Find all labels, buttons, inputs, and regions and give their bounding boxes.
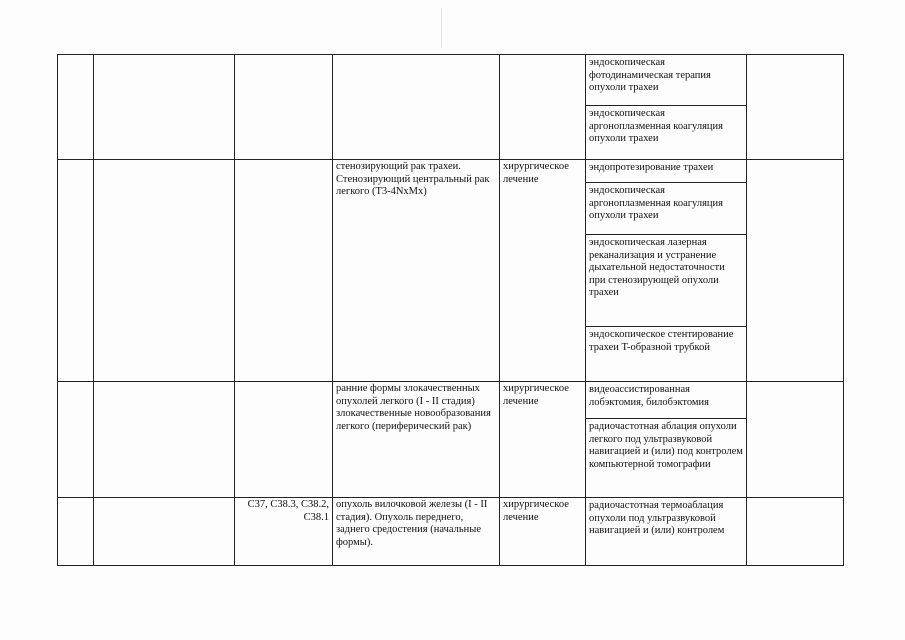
cost-cell [747,382,844,498]
icd-codes-cell [235,55,333,160]
icd-codes-cell: C37, C38.3, C38.2, C38.1 [235,498,333,566]
method-item: эндопротезирование трахеи [586,160,746,183]
diagnosis-cell [333,55,500,160]
table-row [58,382,844,498]
treatment-type-cell: хирургическое лечение [500,498,586,566]
treatment-table [57,54,844,566]
method-cell [586,498,747,566]
row-number-cell [58,55,94,160]
method-cell [586,160,747,382]
care-type-cell [94,382,235,498]
cost-cell [747,160,844,382]
diagnosis-cell: стенозирующий рак трахеи. Стенозирующий центральный рак легкого (T3-4NxMx) [333,160,500,382]
method-item: эндоскопическая аргоноплазменная коагуляция опухоли трахеи [586,183,746,235]
row-number-cell [58,382,94,498]
method-item: видеоассистированная лобэктомия, билобэктомия [586,382,746,419]
page-fold-mark [441,8,442,48]
method-item: радиочастотная термоаблация опухоли под ультразвуковой навигацией и (или) контролем [589,500,725,536]
diagnosis-cell: опухоль вилочковой железы (I - II стадия). Опухоль переднего, заднего средостения (начальные формы). [333,498,500,566]
method-item: эндоскопическая лазерная реканализация и устранение дыхательной недостаточности при стенозирующей опухоли трахеи [586,235,746,327]
icd-codes-cell [235,382,333,498]
treatment-type-cell: хирургическое лечение [500,160,586,382]
row-number-cell [58,498,94,566]
table-row [58,55,844,160]
icd-codes-cell [235,160,333,382]
method-item: эндоскопическое стентирование трахеи T-образной трубкой [589,329,734,353]
cost-cell [747,498,844,566]
treatment-type-cell: хирургическое лечение [500,382,586,498]
table-row [58,160,844,382]
method-cell [586,55,747,160]
method-cell [586,382,747,498]
care-type-cell [94,498,235,566]
row-number-cell [58,160,94,382]
cost-cell [747,55,844,160]
care-type-cell [94,55,235,160]
care-type-cell [94,160,235,382]
table-row [58,498,844,566]
method-item: радиочастотная аблация опухоли легкого под ультразвуковой навигацией и (или) под контролем компьютерной томографии [589,421,743,470]
method-item: эндоскопическая аргоноплазменная коагуляция опухоли трахеи [589,108,723,144]
method-item: эндоскопическая фотодинамическая терапия опухоли трахеи [586,55,746,106]
treatment-type-cell [500,55,586,160]
diagnosis-cell: ранние формы злокачественных опухолей легкого (I - II стадия) злокачественные новообразования легкого (периферический рак) [333,382,500,498]
